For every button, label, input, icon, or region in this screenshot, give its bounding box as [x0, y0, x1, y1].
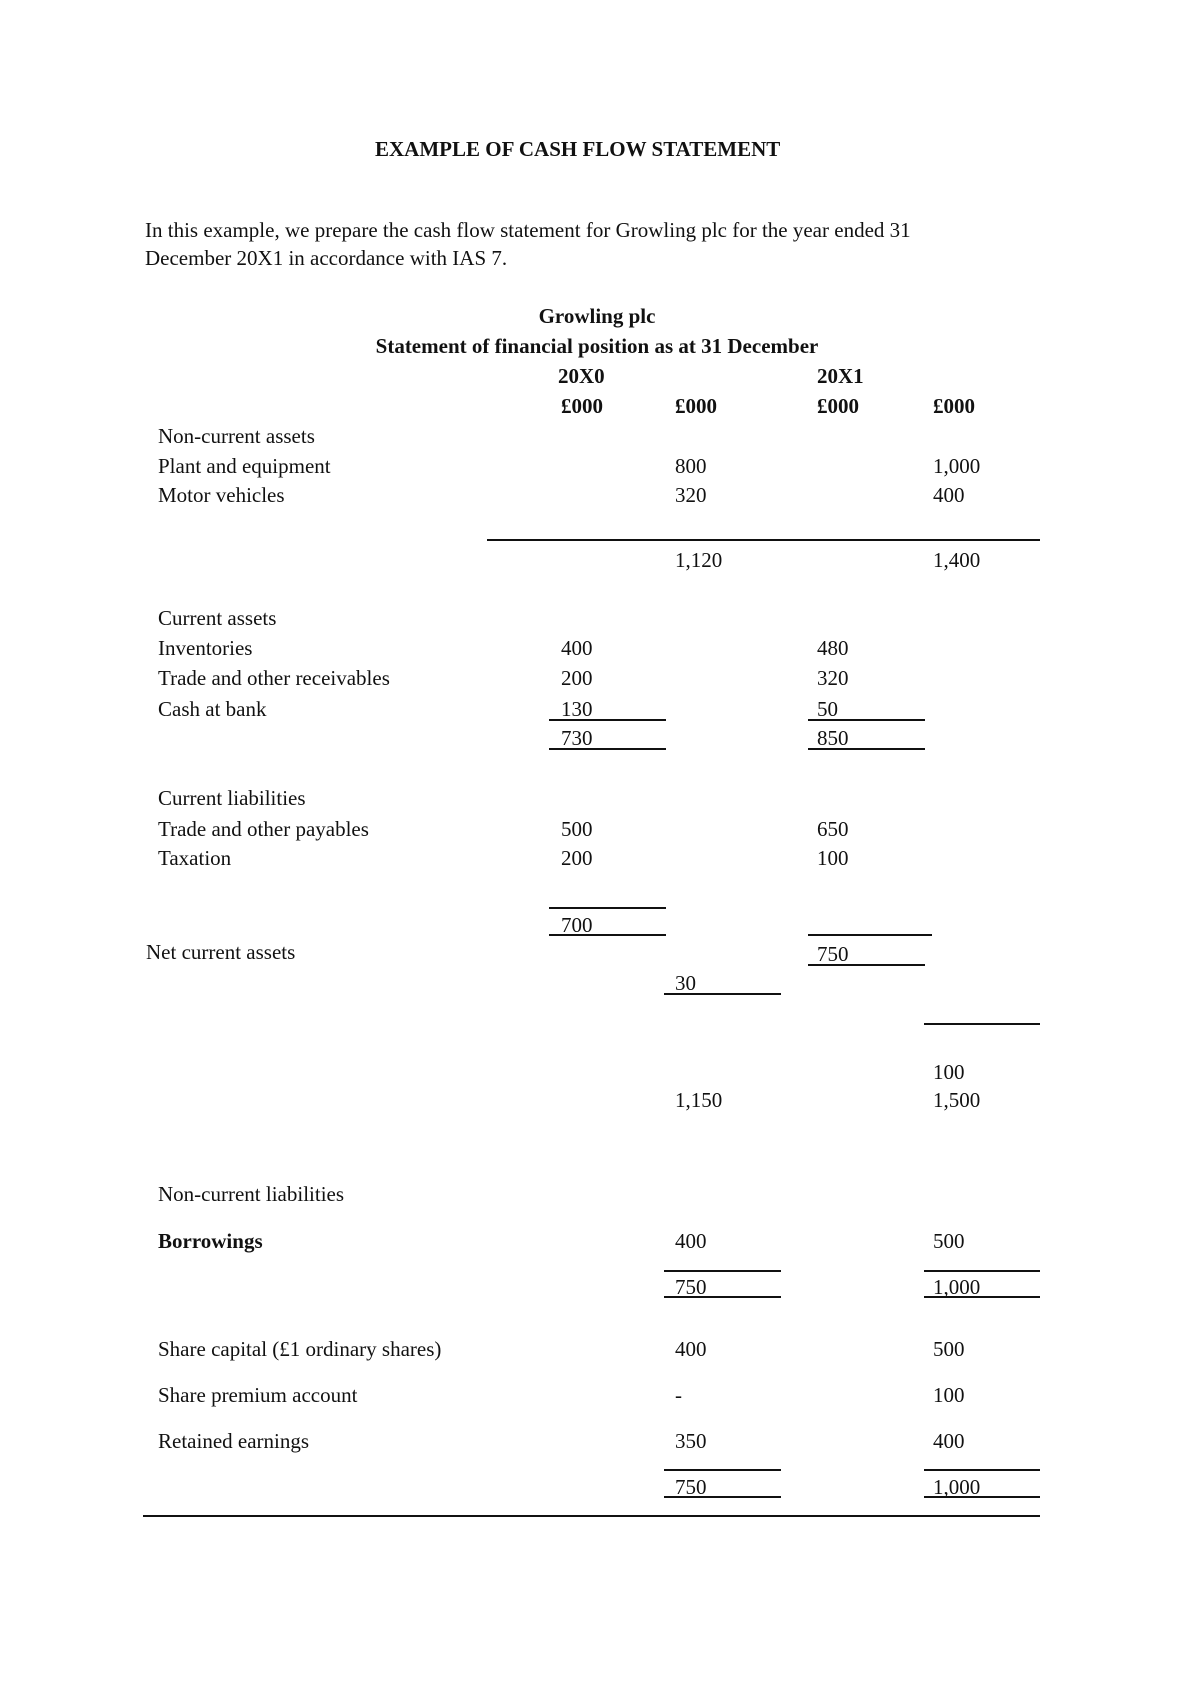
motor-vehicles-20x1: 400: [933, 483, 965, 507]
underline-rule: [924, 1270, 1040, 1272]
net-current-assets-20x1: 100: [933, 1060, 965, 1084]
statement-heading: Statement of financial position as at 31 December: [375, 334, 819, 358]
underline-rule: [924, 1296, 1040, 1298]
equity-total-20x1: 1,000: [933, 1475, 981, 1499]
underline-rule: [549, 748, 666, 750]
underline-rule: [549, 907, 666, 909]
taxation-20x1: 100: [817, 846, 849, 870]
motor-vehicles-label: Motor vehicles: [158, 483, 285, 507]
plant-equipment-label: Plant and equipment: [158, 454, 331, 478]
underline-rule: [808, 934, 932, 936]
payables-20x1: 650: [817, 817, 849, 841]
underline-rule: [924, 1496, 1040, 1498]
current-liabilities-total-20x1: 750: [817, 942, 849, 966]
intro-text-line-2: December 20X1 in accordance with IAS 7.: [145, 246, 508, 270]
cash-at-bank-20x1: 50: [817, 697, 838, 721]
inventories-20x0: 400: [561, 636, 593, 660]
payables-20x0: 500: [561, 817, 593, 841]
bottom-rule: [143, 1515, 1040, 1517]
underline-rule: [664, 1296, 781, 1298]
underline-rule: [808, 964, 925, 966]
taxation-20x0: 200: [561, 846, 593, 870]
net-current-assets-label: Net current assets: [146, 940, 296, 964]
underline-rule: [549, 719, 666, 721]
cash-at-bank-label: Cash at bank: [158, 697, 267, 721]
retained-earnings-20x0: 350: [675, 1429, 707, 1453]
inventories-label: Inventories: [158, 636, 253, 660]
unit-header-col1: £000: [561, 394, 603, 418]
non-current-assets-total-20x1: 1,400: [933, 548, 981, 572]
borrowings-label: Borrowings: [158, 1229, 263, 1253]
borrowings-20x0: 400: [675, 1229, 707, 1253]
share-premium-20x1: 100: [933, 1383, 965, 1407]
non-current-assets-total-20x0: 1,120: [675, 548, 723, 572]
underline-rule: [664, 993, 781, 995]
borrowings-20x1: 500: [933, 1229, 965, 1253]
company-name: Growling plc: [538, 304, 656, 328]
current-assets-total-20x0: 730: [561, 726, 593, 750]
unit-header-col2: £000: [675, 394, 717, 418]
retained-earnings-label: Retained earnings: [158, 1429, 310, 1453]
share-premium-label: Share premium account: [158, 1383, 358, 1407]
net-current-assets-20x0: 30: [675, 971, 696, 995]
subtotal-20x0: 1,150: [675, 1088, 723, 1112]
share-capital-20x0: 400: [675, 1337, 707, 1361]
year-header-20x0: 20X0: [558, 364, 605, 388]
plant-equipment-20x1: 1,000: [933, 454, 981, 478]
underline-rule: [924, 1023, 1040, 1025]
subtotal-20x1: 1,500: [933, 1088, 981, 1112]
inventories-20x1: 480: [817, 636, 849, 660]
share-capital-label: Share capital (£1 ordinary shares): [158, 1337, 442, 1361]
current-assets-total-20x1: 850: [817, 726, 849, 750]
receivables-label: Trade and other receivables: [158, 666, 390, 690]
underline-rule: [549, 934, 666, 936]
plant-equipment-20x0: 800: [675, 454, 707, 478]
intro-text-line-1: In this example, we prepare the cash flow statement for Growling plc for the year ended 31: [145, 218, 911, 242]
net-assets-20x1: 1,000: [933, 1275, 981, 1299]
underline-rule: [664, 1270, 781, 1272]
taxation-label: Taxation: [158, 846, 232, 870]
underline-rule: [808, 719, 925, 721]
non-current-liabilities-heading: Non-current liabilities: [158, 1182, 345, 1206]
page-title: EXAMPLE OF CASH FLOW STATEMENT: [375, 137, 781, 161]
net-assets-20x0: 750: [675, 1275, 707, 1299]
underline-rule: [664, 1496, 781, 1498]
cash-at-bank-20x0: 130: [561, 697, 593, 721]
divider-rule: [487, 539, 1040, 541]
unit-header-col3: £000: [817, 394, 859, 418]
current-liabilities-heading: Current liabilities: [158, 786, 306, 810]
motor-vehicles-20x0: 320: [675, 483, 707, 507]
equity-total-20x0: 750: [675, 1475, 707, 1499]
underline-rule: [808, 748, 925, 750]
non-current-assets-heading: Non-current assets: [158, 424, 315, 448]
underline-rule: [924, 1469, 1040, 1471]
payables-label: Trade and other payables: [158, 817, 369, 841]
receivables-20x0: 200: [561, 666, 593, 690]
unit-header-col4: £000: [933, 394, 975, 418]
underline-rule: [664, 1469, 781, 1471]
current-assets-heading: Current assets: [158, 606, 277, 630]
receivables-20x1: 320: [817, 666, 849, 690]
year-header-20x1: 20X1: [817, 364, 864, 388]
retained-earnings-20x1: 400: [933, 1429, 965, 1453]
current-liabilities-total-20x0: 700: [561, 913, 593, 937]
share-capital-20x1: 500: [933, 1337, 965, 1361]
share-premium-20x0: -: [675, 1383, 682, 1407]
